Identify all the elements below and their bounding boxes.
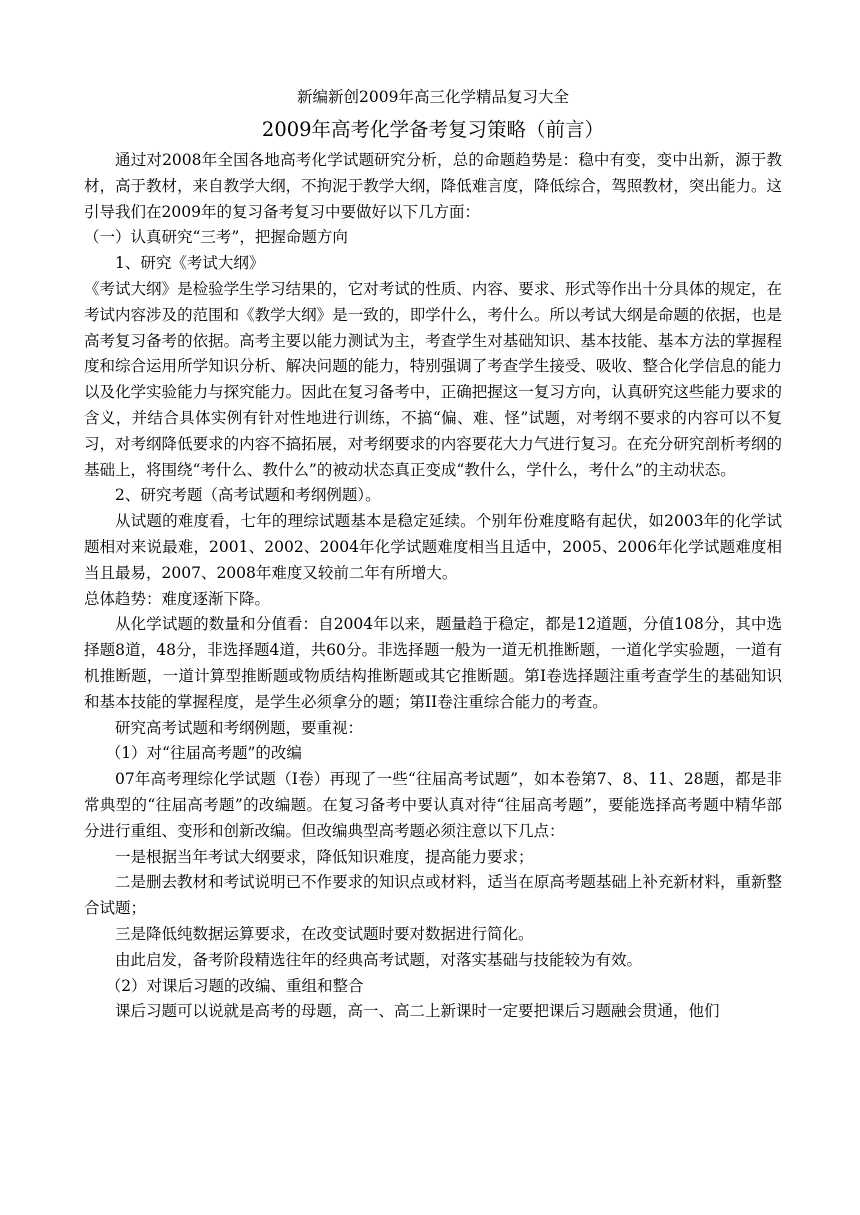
document-title: 2009年高考化学备考复习策略（前言） [261, 118, 605, 141]
body-paragraph: 总体趋势：难度逐渐下降。 [84, 589, 271, 608]
body-paragraph: 从化学试题的数量和分值看：自2004年以来，题量趋于稳定，都是12道题，分值108分，其中选择题8道，48分，非选择题4道，共60分。非选择题一般为一道无机推断题，一道化学实验题，一道有机推断题，一道计算型推断题或物质结构推断题或其它推断题。第I卷选择题注重考查学生的基础知识和基本技能的掌握程度，是学生必须拿分的题；第II卷注重综合能力的考查。 [84, 615, 782, 711]
body-paragraph: 2、研究考题（高考试题和考纲例题）。 [115, 486, 381, 505]
body-paragraph: 《考试大纲》是检验学生学习结果的，它对考试的性质、内容、要求、形式等作出十分具体的规定，在考试内容涉及的范围和《教学大纲》是一致的，即学什么，考什么。所以考试大纲是命题的依据，也是高考复习备考的依据。高考主要以能力测试为主，考查学生对基础知识、基本技能、基本方法的掌握程度和综合运用所学知识分析、解决问题的能力，特别强调了考查学生接受、吸收、整合化学信息的能力以及化学实验能力与探究能力。因此在复习备考中，正确把握这一复习方向，认真研究这些能力要求的含义，并结合具体实例有针对性地进行训练，不搞“偏、难、怪”试题，对考纲不要求的内容可以不复习，对考纲降低要求的内容不搞拓展，对考纲要求的内容要花大力气进行复习。在充分研究剖析考纲的基础上，将围绕“考什么、教什么”的被动状态真正变成“教什么，学什么，考什么”的主动状态。 [84, 279, 782, 479]
body-paragraph: 由此启发，备考阶段精选往年的经典高考试题，对落实基础与技能较为有效。 [115, 950, 643, 969]
body-paragraph: （2）对课后习题的改编、重组和整合 [105, 976, 364, 995]
body-paragraph: 07年高考理综化学试题（Ⅰ卷）再现了一些“往届高考试题”，如本卷第7、8、11、28题，都是非常典型的“往届高考题”的改编题。在复习备考中要认真对待“往届高考题”，要能选择高考题中精华部分进行重组、变形和创新改编。但改编典型高考题必须注意以下几点： [84, 770, 782, 840]
body-paragraph: 一是根据当年考试大纲要求，降低知识难度，提高能力要求； [115, 847, 534, 866]
document-page [84, 84, 782, 1025]
body-paragraph: 从试题的难度看，七年的理综试题基本是稳定延续。个别年份难度略有起伏，如2003年的化学试题相对来说最难，2001、2002、2004年化学试题难度相当且适中，2005、2006年化学试题难度相当且最易，2007、2008年难度又较前二年有所增大。 [84, 512, 782, 582]
document-body [84, 148, 782, 1025]
body-paragraph: 课后习题可以说就是高考的母题，高一、高二上新课时一定要把课后习题融会贯通，他们 [115, 1002, 720, 1021]
body-paragraph: （一）认真研究“三考”，把握命题方向 [84, 228, 348, 247]
body-paragraph: 三是降低纯数据运算要求，在改变试题时要对数据进行简化。 [115, 924, 534, 943]
document-header: 新编新创2009年高三化学精品复习大全 [297, 88, 569, 106]
body-paragraph: （1）对“往届高考题”的改编 [105, 744, 302, 763]
body-paragraph: 通过对2008年全国各地高考化学试题研究分析，总的命题趋势是：稳中有变，变中出新，源于教材，高于教材，来自教学大纲，不拘泥于教学大纲，降低难言度，降低综合，驾照教材，突出能力。这引导我们在2009年的复习备考复习中要做好以下几方面： [84, 151, 782, 221]
body-paragraph: 1、研究《考试大纲》 [115, 254, 265, 273]
body-paragraph: 二是删去教材和考试说明已不作要求的知识点或材料，适当在原高考题基础上补充新材料，重新整合试题； [84, 873, 782, 918]
body-paragraph: 研究高考试题和考纲例题，要重视： [115, 718, 364, 737]
